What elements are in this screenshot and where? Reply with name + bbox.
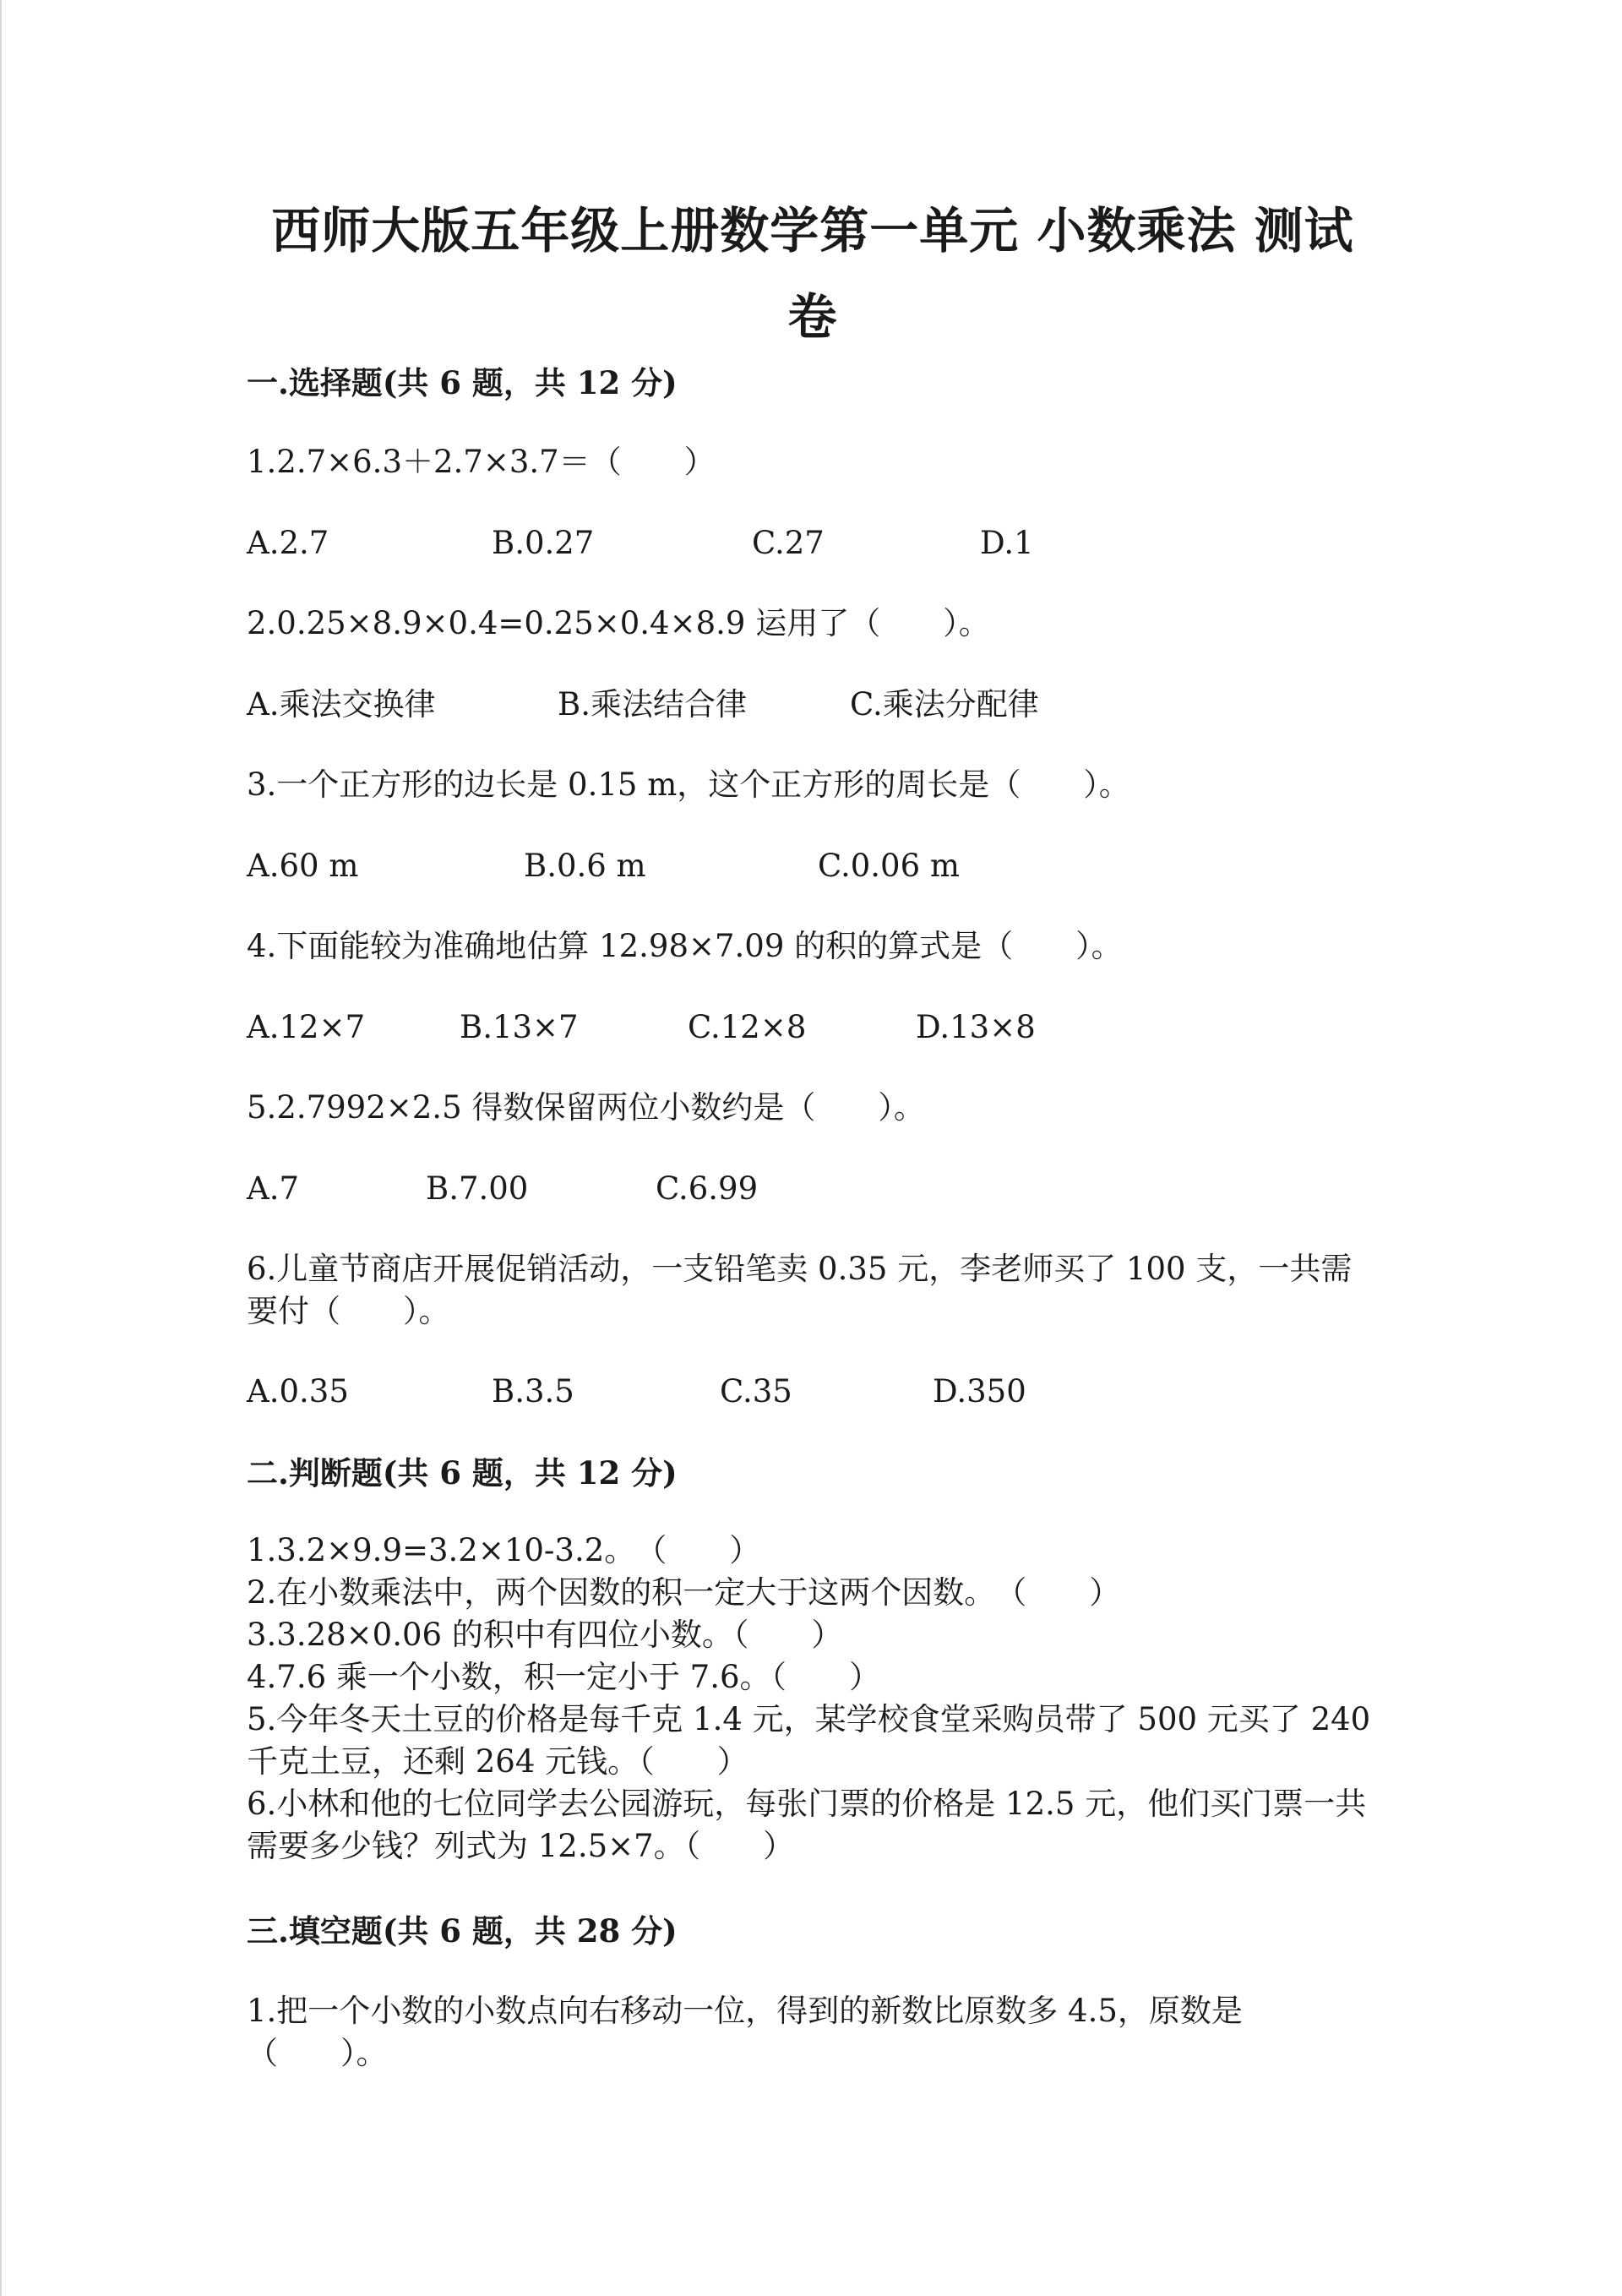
option: B.13×7 (460, 1009, 579, 1045)
list-item: 1.3.2×9.9=3.2×10-3.2。 （ ） (247, 1532, 761, 1568)
option: A.乘法交换律 (247, 686, 436, 723)
question-text: 1.把一个小数的小数点向右移动一位，得到的新数比原数多 4.5，原数是（ ）。 (247, 1993, 1243, 2071)
option: C.27 (752, 525, 825, 561)
option: C.6.99 (656, 1170, 759, 1207)
option: B.0.6 m (524, 848, 646, 884)
option: D.13×8 (916, 1009, 1036, 1045)
section-heading-true-false: 二.判断题(共 6 题，共 12 分) (247, 1454, 678, 1492)
question-text: 5.2.7992×2.5 得数保留两位小数约是（ ）。 (247, 1089, 925, 1126)
option: A.12×7 (247, 1009, 366, 1045)
question-text: 4.下面能较为准确地估算 12.98×7.09 的积的算式是（ ）。 (247, 928, 1123, 964)
option-row (247, 1168, 1379, 1210)
question-text: 1.2.7×6.3＋2.7×3.7＝（ ） (247, 444, 716, 480)
option: A.60 m (247, 848, 359, 884)
option-row (247, 1371, 1379, 1413)
question-text: 6.儿童节商店开展促销活动，一支铅笔卖 0.35 元，李老师买了 100 支，一共需要付（ ）。 (247, 1251, 1353, 1329)
option: C.乘法分配律 (850, 686, 1039, 723)
section-heading-choice: 一.选择题(共 6 题，共 12 分) (247, 364, 678, 401)
option: A.0.35 (247, 1373, 349, 1410)
option: A.7 (247, 1170, 300, 1207)
option: C.35 (720, 1373, 792, 1410)
option-row (247, 1006, 1379, 1049)
list-item: 5.今年冬天土豆的价格是每千克 1.4 元，某学校食堂采购员带了 500 元买了 240 千克土豆，还剩 264 元钱。（ ） (247, 1701, 1380, 1780)
option: B.3.5 (492, 1373, 574, 1410)
page-title: 西师大版五年级上册数学第一单元 小数乘法 测试卷 (271, 202, 1354, 346)
option-row (247, 845, 1379, 887)
question-text: 2.0.25×8.9×0.4=0.25×0.4×8.9 运用了（ ）。 (247, 605, 990, 641)
option: B.乘法结合律 (558, 686, 747, 723)
list-item: 3.3.28×0.06 的积中有四位小数。（ ） (247, 1617, 843, 1653)
list-item: 6.小林和他的七位同学去公园游玩，每张门票的价格是 12.5 元，他们买门票一共需要多少钱？列式为 12.5×7。（ ） (247, 1786, 1367, 1864)
true-false-list (247, 1530, 1387, 1868)
section-heading-fill-blank: 三.填空题(共 6 题，共 28 分) (247, 1912, 678, 1950)
option: B.0.27 (492, 525, 595, 561)
option: C.0.06 m (818, 848, 960, 884)
list-item: 4.7.6 乘一个小数，积一定小于 7.6。（ ） (247, 1659, 881, 1695)
question-text: 3.一个正方形的边长是 0.15 m，这个正方形的周长是（ ）。 (247, 766, 1130, 803)
option: D.350 (933, 1373, 1026, 1410)
option: C.12×8 (688, 1009, 807, 1045)
option: B.7.00 (426, 1170, 529, 1207)
option: A.2.7 (247, 525, 329, 561)
option-row (247, 684, 1379, 726)
option-row (247, 522, 1379, 564)
list-item: 2.在小数乘法中，两个因数的积一定大于这两个因数。 （ ） (247, 1574, 1121, 1611)
option: D.1 (980, 525, 1034, 561)
